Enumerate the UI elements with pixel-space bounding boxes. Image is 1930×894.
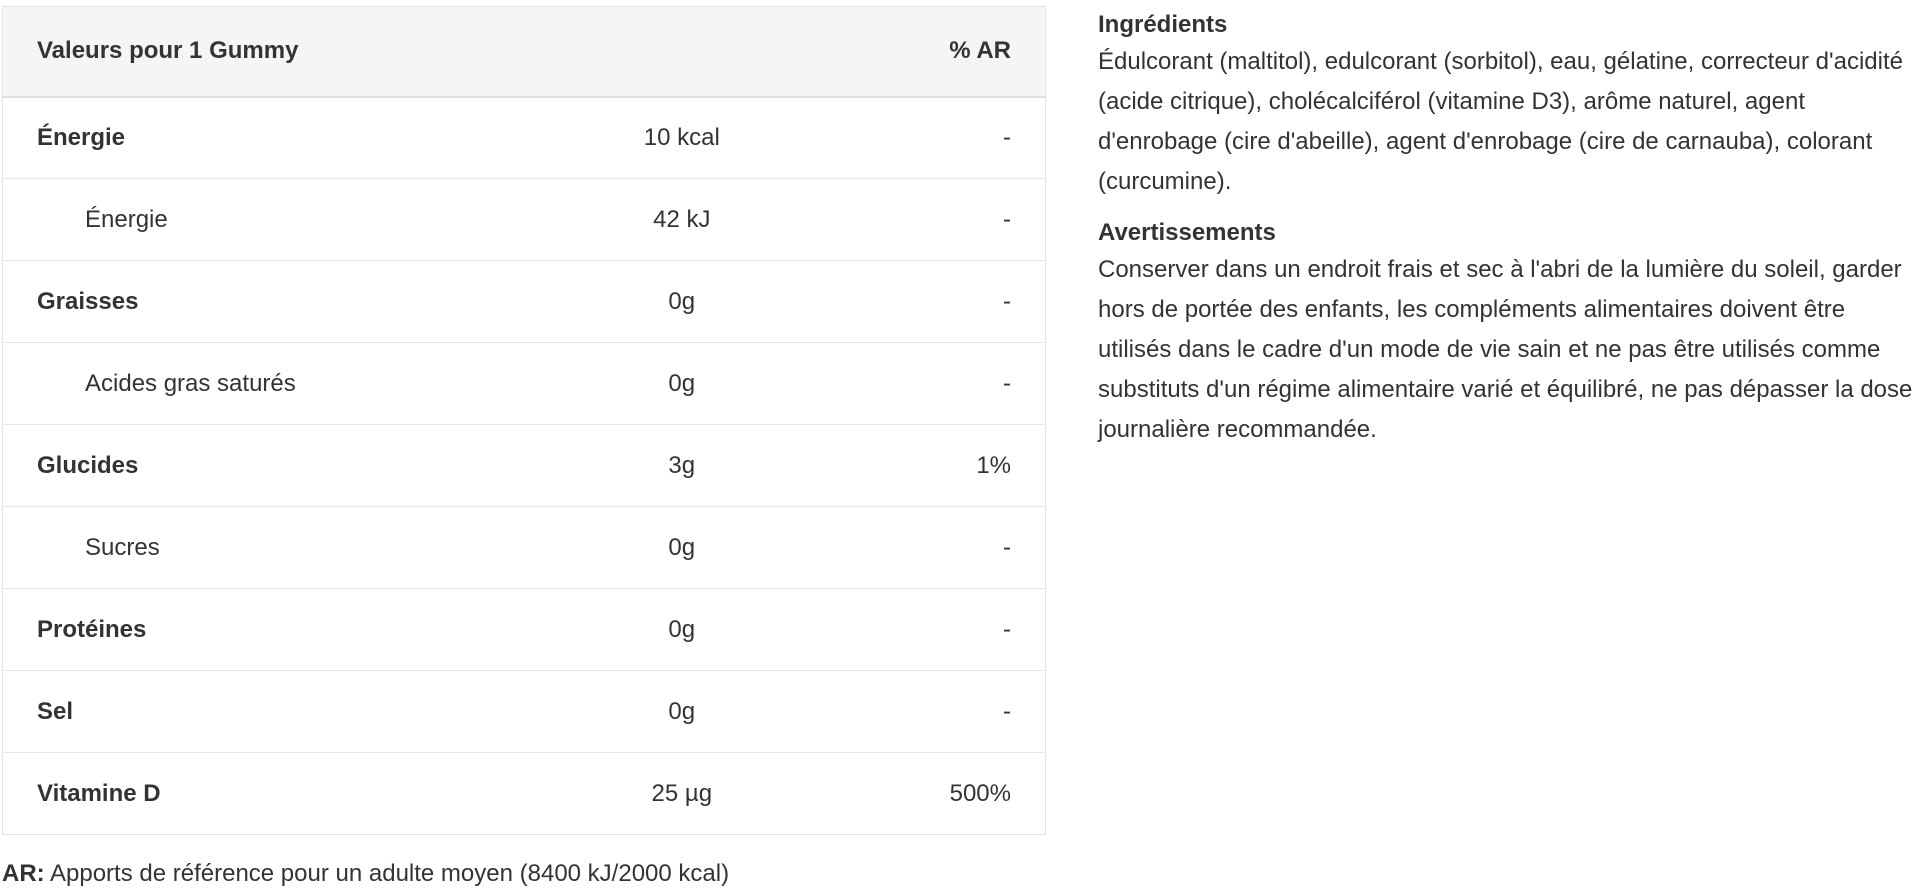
nutrient-ar: 1%: [802, 425, 1046, 507]
nutrient-value: 0g: [668, 697, 696, 725]
nutrition-table-header: [3, 7, 1046, 97]
nutrient-value: 3g: [668, 451, 696, 479]
nutrient-value-cell: [562, 753, 802, 835]
table-row: [3, 343, 1046, 425]
table-row: [3, 753, 1046, 835]
nutrient-label: Vitamine D: [3, 753, 562, 835]
nutrient-label: Graisses: [3, 261, 562, 343]
nutrition-table: [2, 6, 1046, 835]
nutrient-ar: -: [802, 179, 1046, 261]
table-row: [3, 97, 1046, 179]
nutrient-ar: -: [802, 671, 1046, 753]
nutrient-value-cell: [562, 97, 802, 179]
nutrition-table-body: [3, 97, 1046, 835]
table-row: [3, 179, 1046, 261]
ingredients-text: Édulcorant (maltitol), edulcorant (sorbitol), eau, gélatine, correcteur d'acidité (acide citrique), cholécalciférol (vitamine D3), arôme naturel, agent d'enrobage (cire d'abeille), agent d'enrobage (cire de carnauba), colorant (curcumine).: [1098, 48, 1903, 195]
warnings-text: Conserver dans un endroit frais et sec à l'abri de la lumière du soleil, garder hors de portée des enfants, les compléments alimentaires doivent être utilisés dans le cadre d'un mode de vie sain et ne pas être utilisés comme substituts d'un régime alimentaire varié et équilibré, ne pas dépasser la dose journalière recommandée.: [1098, 256, 1913, 443]
nutrient-value-cell: [562, 261, 802, 343]
nutrient-label: Protéines: [3, 589, 562, 671]
nutrient-label: Énergie: [3, 97, 562, 179]
nutrient-value-cell: [562, 425, 802, 507]
nutrient-value-cell: [562, 179, 802, 261]
nutrient-label: Sucres: [3, 507, 562, 589]
nutrient-label: Sel: [3, 671, 562, 753]
warnings-heading: Avertissements: [1098, 219, 1276, 246]
nutrient-ar: -: [802, 97, 1046, 179]
nutrient-ar: -: [802, 507, 1046, 589]
nutrient-value: 0g: [668, 369, 696, 397]
nutrient-ar: 500%: [802, 753, 1046, 835]
nutrient-ar: -: [802, 589, 1046, 671]
nutrient-value: 0g: [668, 287, 696, 315]
table-row: [3, 425, 1046, 507]
ar-footnote: [2, 860, 729, 888]
ar-footnote-text: Apports de référence pour un adulte moyen (8400 kJ/2000 kcal): [44, 860, 730, 887]
nutrient-ar: -: [802, 261, 1046, 343]
nutrient-value-cell: [562, 343, 802, 425]
nutrient-value: 0g: [668, 615, 696, 643]
header-ar: % AR: [802, 7, 1046, 97]
nutrient-value-cell: [562, 507, 802, 589]
nutrient-value: 42 kJ: [653, 205, 711, 233]
nutrient-value: 0g: [668, 533, 696, 561]
nutrient-value-cell: [562, 671, 802, 753]
header-value: [562, 7, 802, 97]
table-row: [3, 589, 1046, 671]
nutrient-value: 25 µg: [651, 779, 713, 807]
nutrient-value: 10 kcal: [643, 123, 720, 151]
nutrient-label: Énergie: [3, 179, 562, 261]
nutrient-ar: -: [802, 343, 1046, 425]
table-row: [3, 261, 1046, 343]
product-info: [1098, 8, 1924, 464]
nutrient-label: Glucides: [3, 425, 562, 507]
header-row: [3, 7, 1046, 97]
header-label: Valeurs pour 1 Gummy: [3, 7, 562, 97]
nutrient-value-cell: [562, 589, 802, 671]
table-row: [3, 671, 1046, 753]
ar-footnote-key: AR:: [2, 860, 45, 887]
nutrient-label: Acides gras saturés: [3, 343, 562, 425]
ingredients-heading: Ingrédients: [1098, 11, 1228, 38]
table-row: [3, 507, 1046, 589]
